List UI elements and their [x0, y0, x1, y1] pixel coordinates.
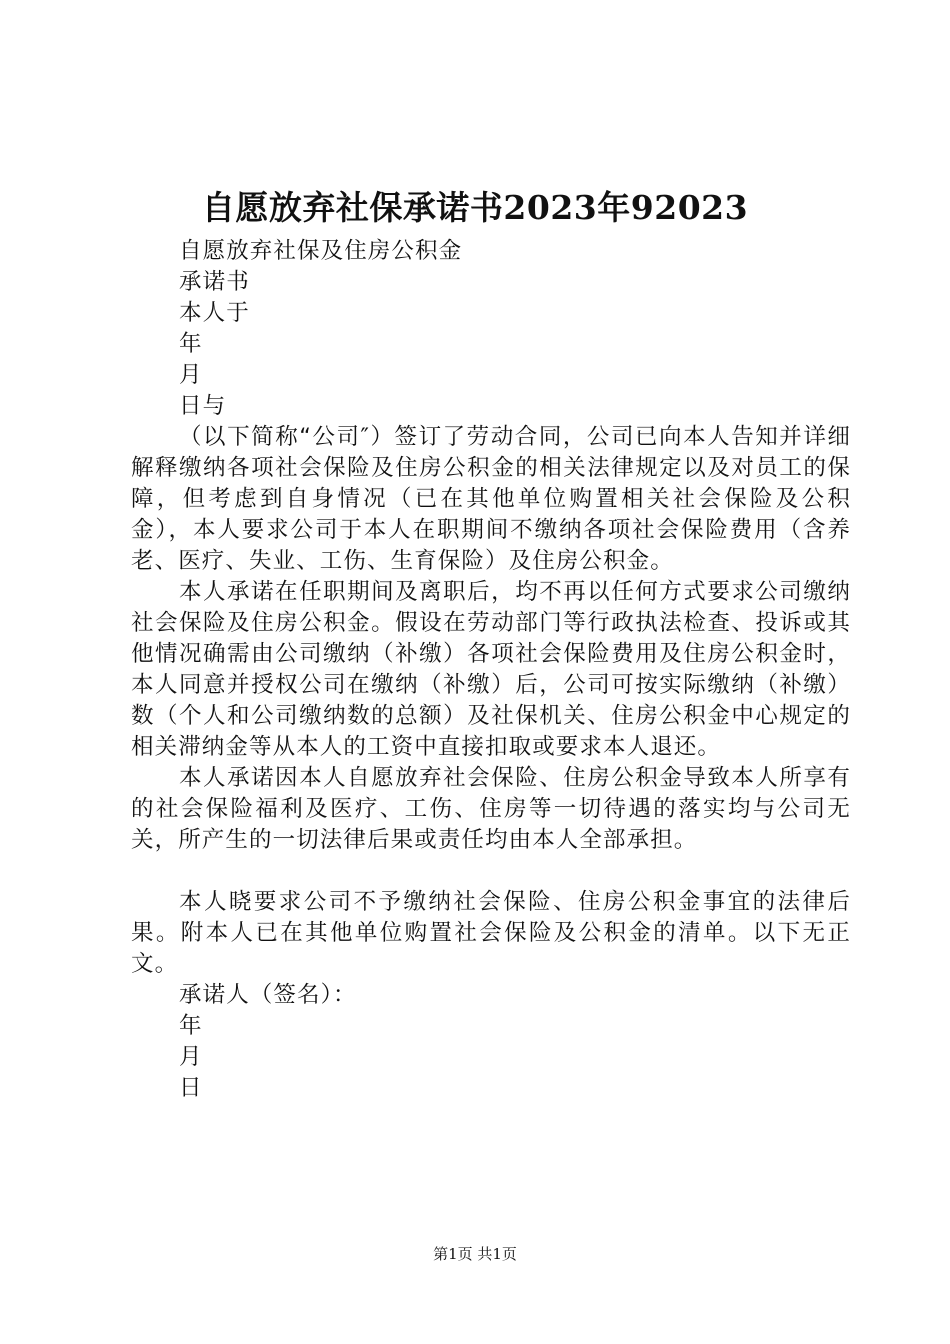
heading-line-self: 本人于 [179, 300, 250, 326]
paragraph-acknowledge: 本人晓要求公司不予缴纳社会保险、住房公积金事宜的法律后果。附本人已在其他单位购置社会保险及公积金的清单。以下无正文。 [131, 889, 851, 977]
heading-line-month: 月 [179, 362, 203, 388]
document-title: 自愿放弃社保承诺书2023年92023 [201, 188, 749, 227]
signer-label: 承诺人（签名）： [179, 982, 357, 1008]
heading-line-year: 年 [179, 331, 203, 357]
heading-line-doc-type: 承诺书 [179, 269, 250, 295]
paragraph-no-claim: 本人承诺在任职期间及离职后，均不再以任何方式要求公司缴纳社会保险及住房公积金。假设在劳动部门等行政执法检查、投诉或其他情况确需由公司缴纳（补缴）各项社会保险费用及住房公积金时，本人同意并授权公司在缴纳（补缴）后，公司可按实际缴纳（补缴）数（个人和公司缴纳数的总额）及社保机关、住房公积金中心规定的相关滞纳金等从本人的工资中直接扣取或要求本人退还。 [131, 579, 851, 760]
paragraph-contract: （以下简称“公司″）签订了劳动合同，公司已向本人告知并详细解释缴纳各项社会保险及住房公积金的相关法律规定以及对员工的保障，但考虑到自身情况（已在其他单位购置相关社会保险及公积金），本人要求公司于本人在职期间不缴纳各项社会保险费用（含养老、医疗、失业、工伤、生育保险）及住房公积金。 [131, 424, 851, 574]
paragraph-gap [131, 856, 851, 887]
page-indicator: 第1页 共1页 [433, 1245, 517, 1263]
paragraph-liability: 本人承诺因本人自愿放弃社会保险、住房公积金导致本人所享有的社会保险福利及医疗、工伤、住房等一切待遇的落实均与公司无关，所产生的一切法律后果或责任均由本人全部承担。 [131, 765, 851, 853]
signature-month: 月 [179, 1044, 203, 1070]
document-body [131, 236, 851, 1104]
signature-year: 年 [179, 1013, 203, 1039]
heading-line-day: 日与 [179, 393, 227, 419]
signature-day: 日 [179, 1075, 203, 1101]
heading-line-subject: 自愿放弃社保及住房公积金 [179, 238, 463, 264]
